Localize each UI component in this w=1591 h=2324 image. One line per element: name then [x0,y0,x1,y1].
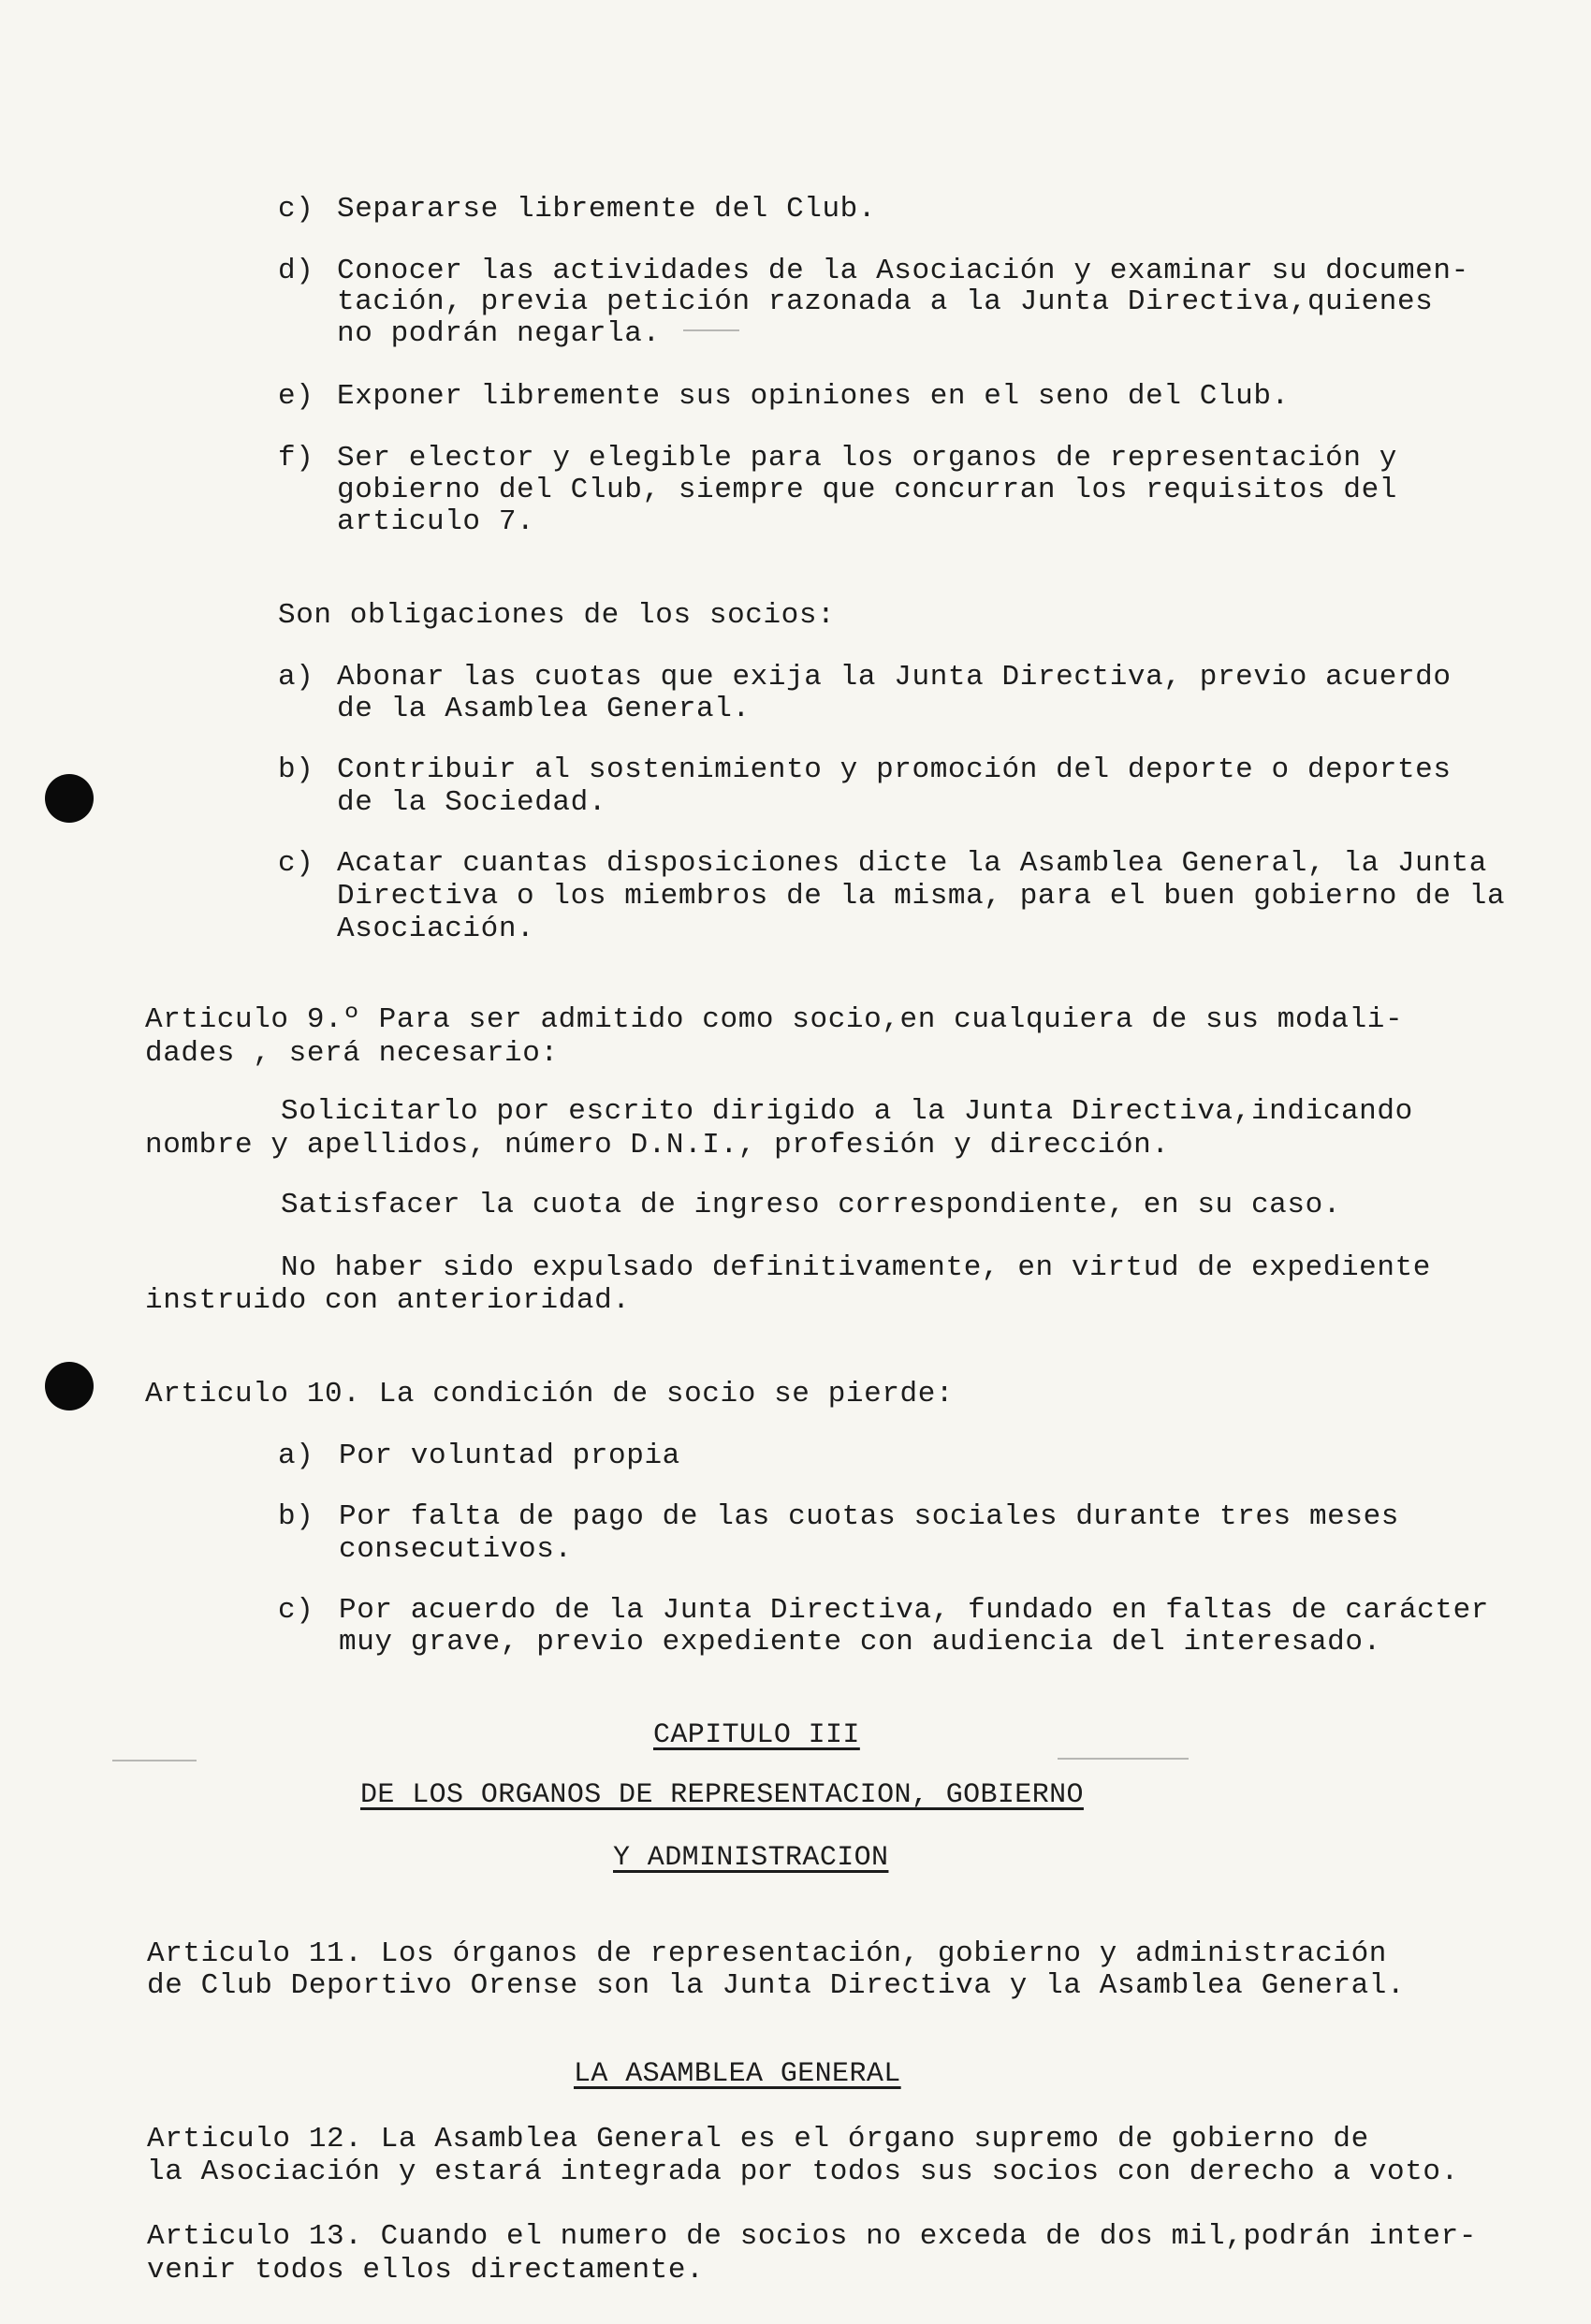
chapter-title: CAPITULO III [653,1719,860,1751]
item-text: articulo 7. [337,505,535,538]
article-12-text: la Asociación y estará integrada por todos sus socios con derecho a voto. [147,2156,1459,2188]
article-11-text: de Club Deportivo Orense son la Junta Directiva y la Asamblea General. [147,1969,1406,2002]
item-text: de la Sociedad. [337,786,607,819]
article-12-text: Articulo 12. La Asamblea General es el órgano supremo de gobierno de [147,2123,1369,2156]
item-text: Separarse libremente del Club. [337,193,877,226]
item-text: Exponer libremente sus opiniones en el seno del Club. [337,380,1290,413]
article-10-intro: Articulo 10. La condición de socio se pierde: [145,1378,955,1410]
item-text: consecutivos. [339,1533,573,1566]
item-label: a) [278,1440,314,1472]
item-text: tación, previa petición razonada a la Junta Directiva,quienes [337,285,1434,318]
article-13-text: Articulo 13. Cuando el numero de socios no exceda de dos mil,podrán inter- [147,2220,1478,2253]
item-text: Abonar las cuotas que exija la Junta Directiva, previo acuerdo [337,661,1452,694]
scan-mark [1058,1758,1189,1760]
item-text: gobierno del Club, siempre que concurran los requisitos del [337,474,1397,506]
item-text: Por falta de pago de las cuotas sociales durante tres meses [339,1500,1399,1533]
item-label: f) [278,442,314,475]
chapter-subtitle: DE LOS ORGANOS DE REPRESENTACION, GOBIERNO [360,1779,1084,1811]
article-13-text: venir todos ellos directamente. [147,2254,705,2287]
item-label: b) [278,753,314,786]
item-label: c) [278,1594,314,1627]
item-text: de la Asamblea General. [337,693,751,725]
punch-hole-bottom [45,1362,94,1410]
item-text: no podrán negarla. [337,317,661,350]
item-label: a) [278,661,314,694]
article-9-text: Articulo 9.º Para ser admitido como socio,en cualquiera de sus modali- [145,1003,1404,1036]
item-text: Directiva o los miembros de la misma, para el buen gobierno de la [337,880,1506,913]
scan-mark [112,1760,197,1761]
article-9-text: dades , será necesario: [145,1037,559,1070]
item-text: muy grave, previo expediente con audiencia del interesado. [339,1626,1381,1659]
section-heading: LA ASAMBLEA GENERAL [574,2058,901,2090]
item-text: Por acuerdo de la Junta Directiva, fundado en faltas de carácter [339,1594,1489,1627]
scan-mark [683,329,739,331]
article-9-paragraph: Satisfacer la cuota de ingreso correspondiente, en su caso. [281,1189,1341,1221]
item-text: Acatar cuantas disposiciones dicte la Asamblea General, la Junta [337,847,1487,880]
punch-hole-top [45,774,94,823]
item-text: Conocer las actividades de la Asociación y examinar su documen- [337,255,1469,287]
article-9-paragraph: instruido con anterioridad. [145,1284,631,1317]
item-text: Contribuir al sostenimiento y promoción del deporte o deportes [337,753,1452,786]
item-label: c) [278,847,314,880]
article-9-paragraph: No haber sido expulsado definitivamente, en virtud de expediente [281,1251,1431,1284]
item-text: Ser elector y elegible para los organos de representación y [337,442,1397,475]
obligations-intro: Son obligaciones de los socios: [278,599,836,632]
item-label: c) [278,193,314,226]
article-11-text: Articulo 11. Los órganos de representación, gobierno y administración [147,1937,1388,1970]
item-label: e) [278,380,314,413]
article-9-paragraph: nombre y apellidos, número D.N.I., profesión y dirección. [145,1129,1170,1162]
article-9-paragraph: Solicitarlo por escrito dirigido a la Junta Directiva,indicando [281,1095,1413,1128]
item-text: Asociación. [337,913,535,945]
item-label: b) [278,1500,314,1533]
item-label: d) [278,255,314,287]
chapter-subtitle: Y ADMINISTRACION [613,1842,889,1874]
item-text: Por voluntad propia [339,1440,680,1472]
